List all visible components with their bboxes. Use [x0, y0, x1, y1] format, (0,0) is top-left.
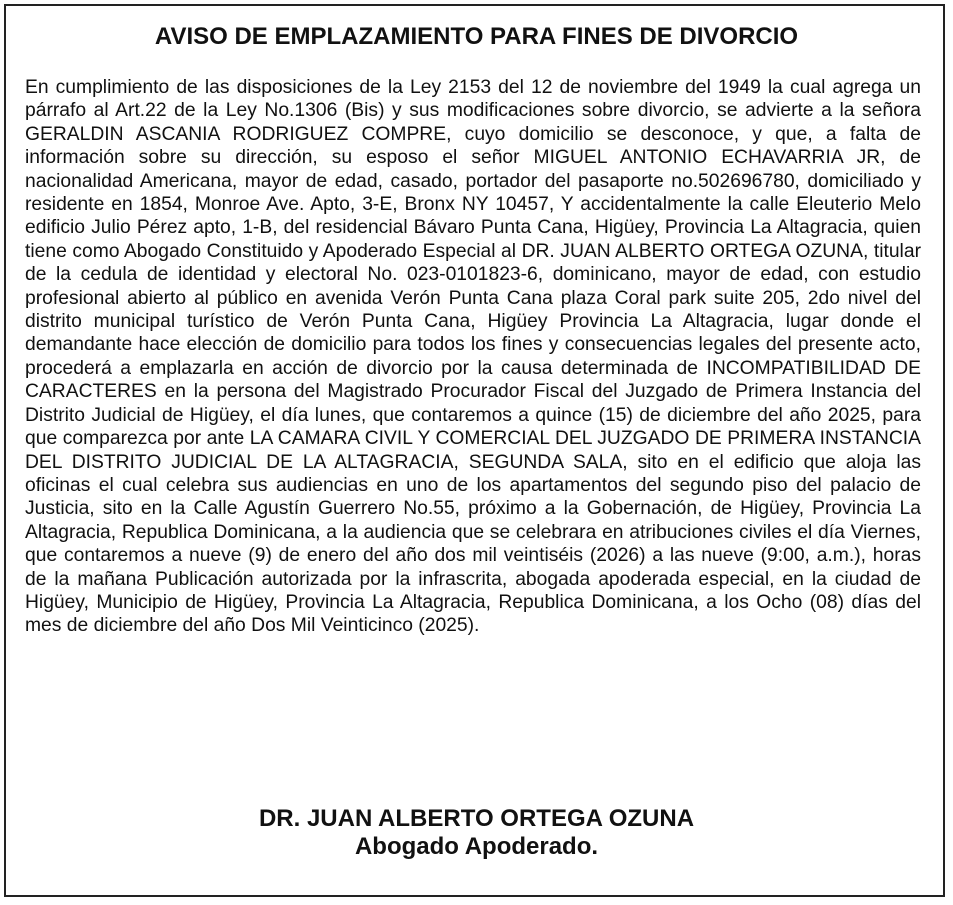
- signature-block: [0, 805, 953, 861]
- signature-role: Abogado Apoderado.: [354, 833, 599, 860]
- notice-body: En cumplimiento de las disposiciones de la Ley 2153 del 12 de noviembre del 1949 la cual agrega un párrafo al Art.22 de la Ley No.1306 (Bis) y sus modificaciones sobre divorcio, se advierte a la señora GERALDIN ASCANIA RODRIGUEZ COMPRE, cuyo domicilio se desconoce, y que, a falta de información sobre su dirección, su esposo el señor MIGUEL ANTONIO ECHAVARRIA JR, de nacionalidad Americana, mayor de edad, casado, portador del pasaporte no.502696780, domiciliado y residente en 1854, Monroe Ave. Apto, 3-E, Bronx NY 10457, Y accidentalmente la calle Eleuterio Melo edificio Julio Pérez apto, 1-B, del residencial Bávaro Punta Cana, Higüey, Provincia La Altagracia, quien tiene como Abogado Constituido y Apoderado Especial al DR. JUAN ALBERTO ORTEGA OZUNA, titular de la cedula de identidad y electoral No. 023-0101823-6, dominicano, mayor de edad, con estudio profesional abierto al público en avenida Verón Punta Cana plaza Coral park suite 205, 2do nivel del distrito municipal turístico de Verón Punta Cana, Higüey Provincia La Altagracia, lugar donde el demandante hace elección de domicilio para todos los fines y consecuencias legales del presente acto, procederá a emplazarla en acción de divorcio por la causa determinada de INCOMPATIBILIDAD DE CARACTERES en la persona del Magistrado Procurador Fiscal del Juzgado de Primera Instancia del Distrito Judicial de Higüey, el día lunes, que contaremos a quince (15) de diciembre del año 2025, para que comparezca por ante LA CAMARA CIVIL Y COMERCIAL DEL JUZGADO DE PRIMERA INSTANCIA DEL DISTRITO JUDICIAL DE LA ALTAGRACIA, SEGUNDA SALA, sito en el edificio que aloja las oficinas el cual celebra sus audiencias en uno de los apartamentos del segundo piso del palacio de Justicia, sito en la Calle Agustín Guerrero No.55, próximo a la Gobernación, de Higüey, Provincia La Altagracia, Republica Dominicana, a la audiencia que se celebrara en atribuciones civiles el día Viernes, que contaremos a nueve (9) de enero del año dos mil veintiséis (2026) a las nueve (9:00, a.m.), horas de la mañana Publicación autorizada por la infrascrita, abogada apoderada especial, en la ciudad de Higüey, Municipio de Higüey, Provincia La Altagracia, Republica Dominicana, a los Ocho (08) días del mes de diciembre del año Dos Mil Veinticinco (2025).: [25, 77, 921, 637]
- signature-name: DR. JUAN ALBERTO ORTEGA OZUNA: [258, 805, 695, 832]
- notice-title: AVISO DE EMPLAZAMIENTO PARA FINES DE DIVORCIO: [154, 23, 799, 50]
